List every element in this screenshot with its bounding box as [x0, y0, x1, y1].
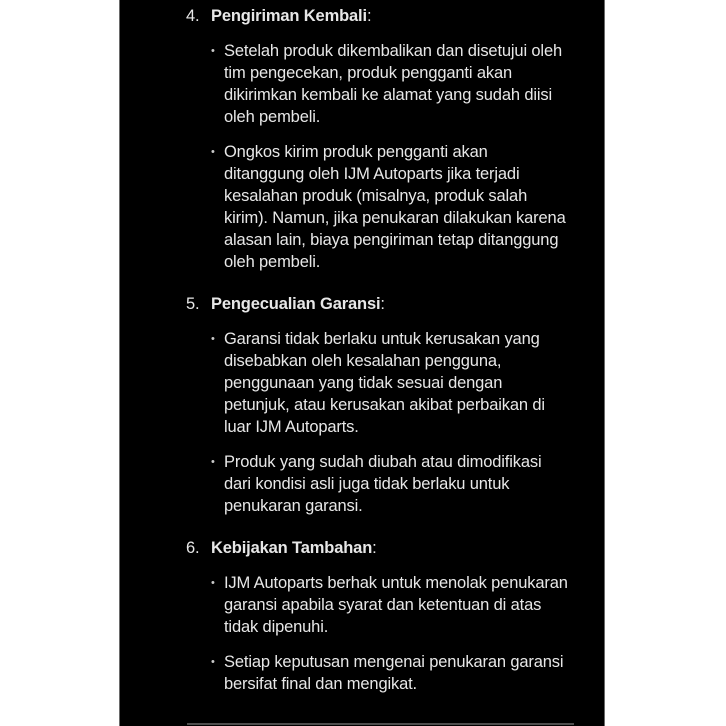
bullet-item — [120, 572, 604, 638]
section-heading — [120, 537, 604, 559]
text-line: tidak dipenuhi. — [224, 618, 329, 636]
policy-document — [120, 0, 604, 725]
bullet-text — [224, 328, 545, 438]
section-number: 4. — [186, 7, 200, 25]
section-number: 5. — [186, 295, 200, 313]
document-panel[interactable] — [119, 0, 605, 726]
bullet-item — [120, 451, 604, 517]
bullet-marker-icon: • — [211, 333, 215, 345]
text-line: ditanggung oleh IJM Autoparts jika terjadi — [224, 165, 520, 183]
text-line: Setelah produk dikembalikan dan disetujui oleh — [224, 42, 562, 60]
section-title: Pengiriman Kembali — [211, 7, 367, 25]
section-title-colon: : — [380, 295, 385, 313]
text-line: bersifat final dan mengikat. — [224, 675, 417, 693]
bullet-marker-icon: • — [211, 456, 215, 468]
bullet-item — [120, 141, 604, 273]
text-line: disebabkan oleh kesalahan pengguna, — [224, 352, 502, 370]
section-number: 6. — [186, 539, 200, 557]
policy-section-6 — [120, 537, 604, 695]
text-line: Garansi tidak berlaku untuk kerusakan yang — [224, 330, 540, 348]
text-line: Setiap keputusan mengenai penukaran garansi — [224, 653, 564, 671]
bullet-text — [224, 651, 563, 695]
text-line: dikirimkan kembali ke alamat yang sudah diisi — [224, 86, 552, 104]
bullet-text — [224, 572, 568, 638]
bullet-text — [224, 141, 566, 273]
section-heading — [120, 293, 604, 315]
text-line: luar IJM Autoparts. — [224, 418, 359, 436]
text-line: Produk yang sudah diubah atau dimodifikasi — [224, 453, 542, 471]
bullet-item — [120, 40, 604, 128]
text-line: dari kondisi asli juga tidak berlaku untuk — [224, 475, 510, 493]
bullet-text — [224, 40, 562, 128]
text-line: oleh pembeli. — [224, 108, 321, 126]
bullet-marker-icon: • — [211, 45, 215, 57]
bullet-item — [120, 651, 604, 695]
text-line: kirim). Namun, jika penukaran dilakukan karena — [224, 209, 566, 227]
text-line: oleh pembeli. — [224, 253, 321, 271]
bullet-marker-icon: • — [211, 577, 215, 589]
bullet-marker-icon: • — [211, 656, 215, 668]
text-line: penggunaan yang tidak sesuai dengan — [224, 374, 503, 392]
section-title-colon: : — [372, 539, 377, 557]
section-title: Pengecualian Garansi — [211, 295, 381, 313]
section-title: Kebijakan Tambahan — [211, 539, 373, 557]
text-line: penukaran garansi. — [224, 497, 363, 515]
text-line: alasan lain, biaya pengiriman tetap ditanggung — [224, 231, 559, 249]
text-line: garansi apabila syarat dan ketentuan di atas — [224, 596, 542, 614]
bullet-marker-icon: • — [211, 146, 215, 158]
section-heading — [120, 5, 604, 27]
text-line: kesalahan produk (misalnya, produk salah — [224, 187, 528, 205]
text-line: petunjuk, atau kerusakan akibat perbaikan di — [224, 396, 545, 414]
bullet-item — [120, 328, 604, 438]
policy-section-5 — [120, 293, 604, 517]
policy-section-4 — [120, 5, 604, 273]
bullet-text — [224, 451, 542, 517]
horizontal-rule — [187, 723, 574, 725]
section-title-colon: : — [366, 7, 372, 25]
text-line: Ongkos kirim produk pengganti akan — [224, 143, 488, 161]
text-line: IJM Autoparts berhak untuk menolak penukaran — [224, 574, 568, 592]
text-line: tim pengecekan, produk pengganti akan — [224, 64, 512, 82]
